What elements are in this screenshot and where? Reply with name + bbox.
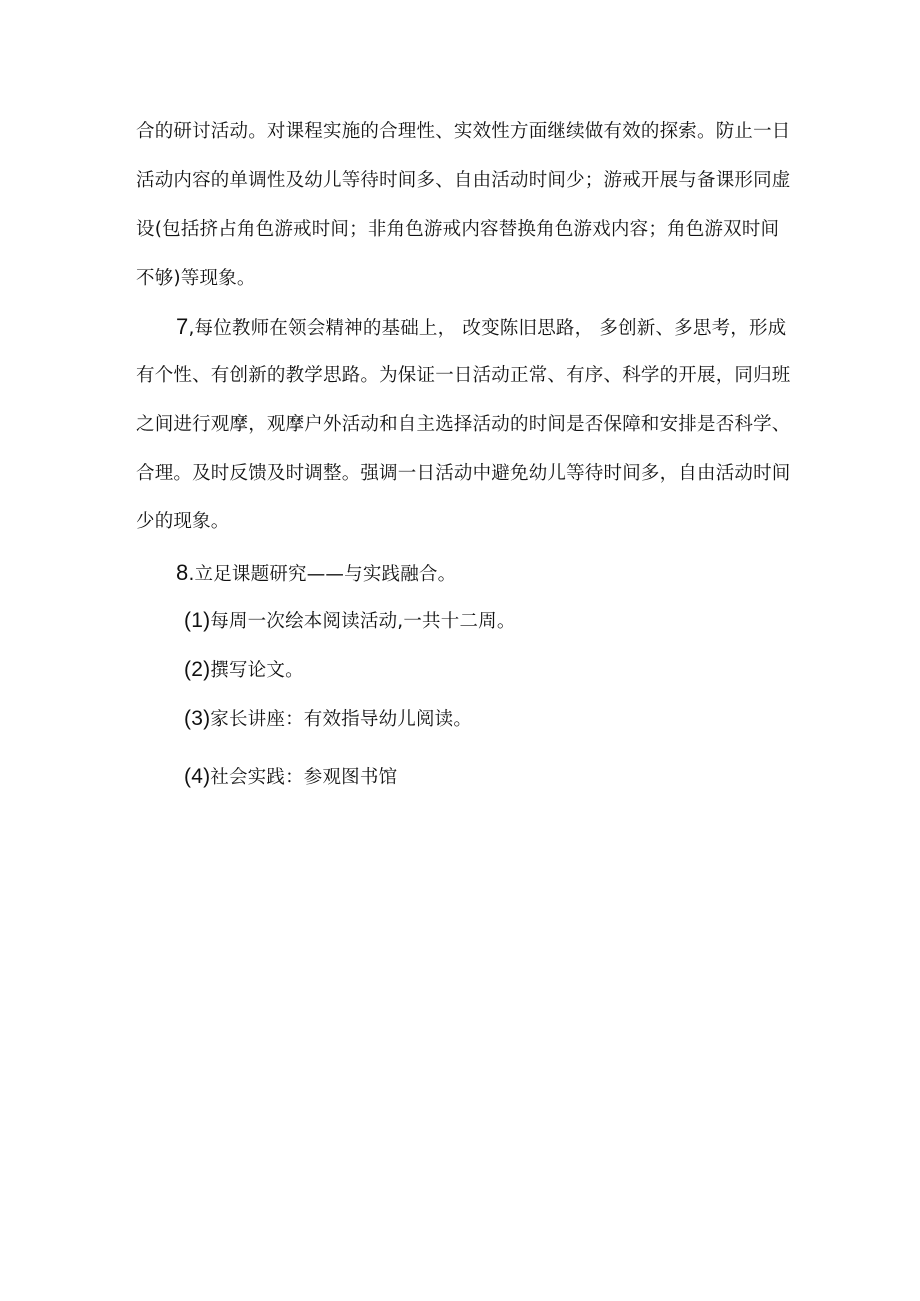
list-item-3-text: 家长讲座：有效指导幼儿阅读。 (210, 709, 473, 730)
list-item-1 (184, 609, 516, 634)
para2-line-2: 有个性、有创新的教学思路。为保证一日活动正常、有序、科学的开展，同归班 (136, 365, 791, 386)
list-item-4-text: 社会实践：参观图书馆 (210, 767, 398, 788)
para3-text: .立足课题研究——与实践融合。 (188, 564, 457, 585)
list-item-2-text: 撰写论文。 (210, 660, 304, 681)
para3-number: 8 (176, 560, 189, 585)
list-item-4 (184, 765, 397, 790)
para1-line-3: 设(包括挤占角色游戒时间；非角色游戒内容替换角色游戏内容；角色游双时间 (136, 219, 780, 240)
list-item-4-number: (4) (184, 765, 211, 788)
para2-line-5: 少的现象。 (136, 511, 230, 532)
list-item-2 (184, 658, 304, 683)
list-item-3 (184, 707, 472, 732)
para3-line (176, 561, 456, 587)
para2-number: 7 (176, 314, 189, 339)
list-item-2-number: (2) (184, 658, 211, 681)
list-item-1-text: 每周一次绘本阅读活动,一共十二周。 (210, 611, 516, 632)
list-item-3-number: (3) (184, 707, 211, 730)
list-item-1-number: (1) (184, 609, 211, 632)
para2-line-3: 之间进行观摩，观摩户外活动和自主选择活动的时间是否保障和安排是否科学、 (136, 414, 791, 435)
para2-line-4: 合理。及时反馈及时调整。强调一日活动中避免幼儿等待时间多，自由活动时间 (136, 463, 791, 484)
para1-line-4: 不够)等现象。 (136, 268, 256, 289)
para2-line-1 (176, 315, 786, 341)
para2-first-line-text: ,每位教师在领会精神的基础上， 改变陈旧思路， 多创新、多思考，形成 (188, 318, 787, 339)
para1-line-1: 合的研讨活动。对课程实施的合理性、实效性方面继续做有效的探索。防止一日 (136, 121, 791, 142)
para1-line-2: 活动内容的单调性及幼儿等待时间多、自由活动时间少；游戒开展与备课形同虚 (136, 170, 791, 191)
